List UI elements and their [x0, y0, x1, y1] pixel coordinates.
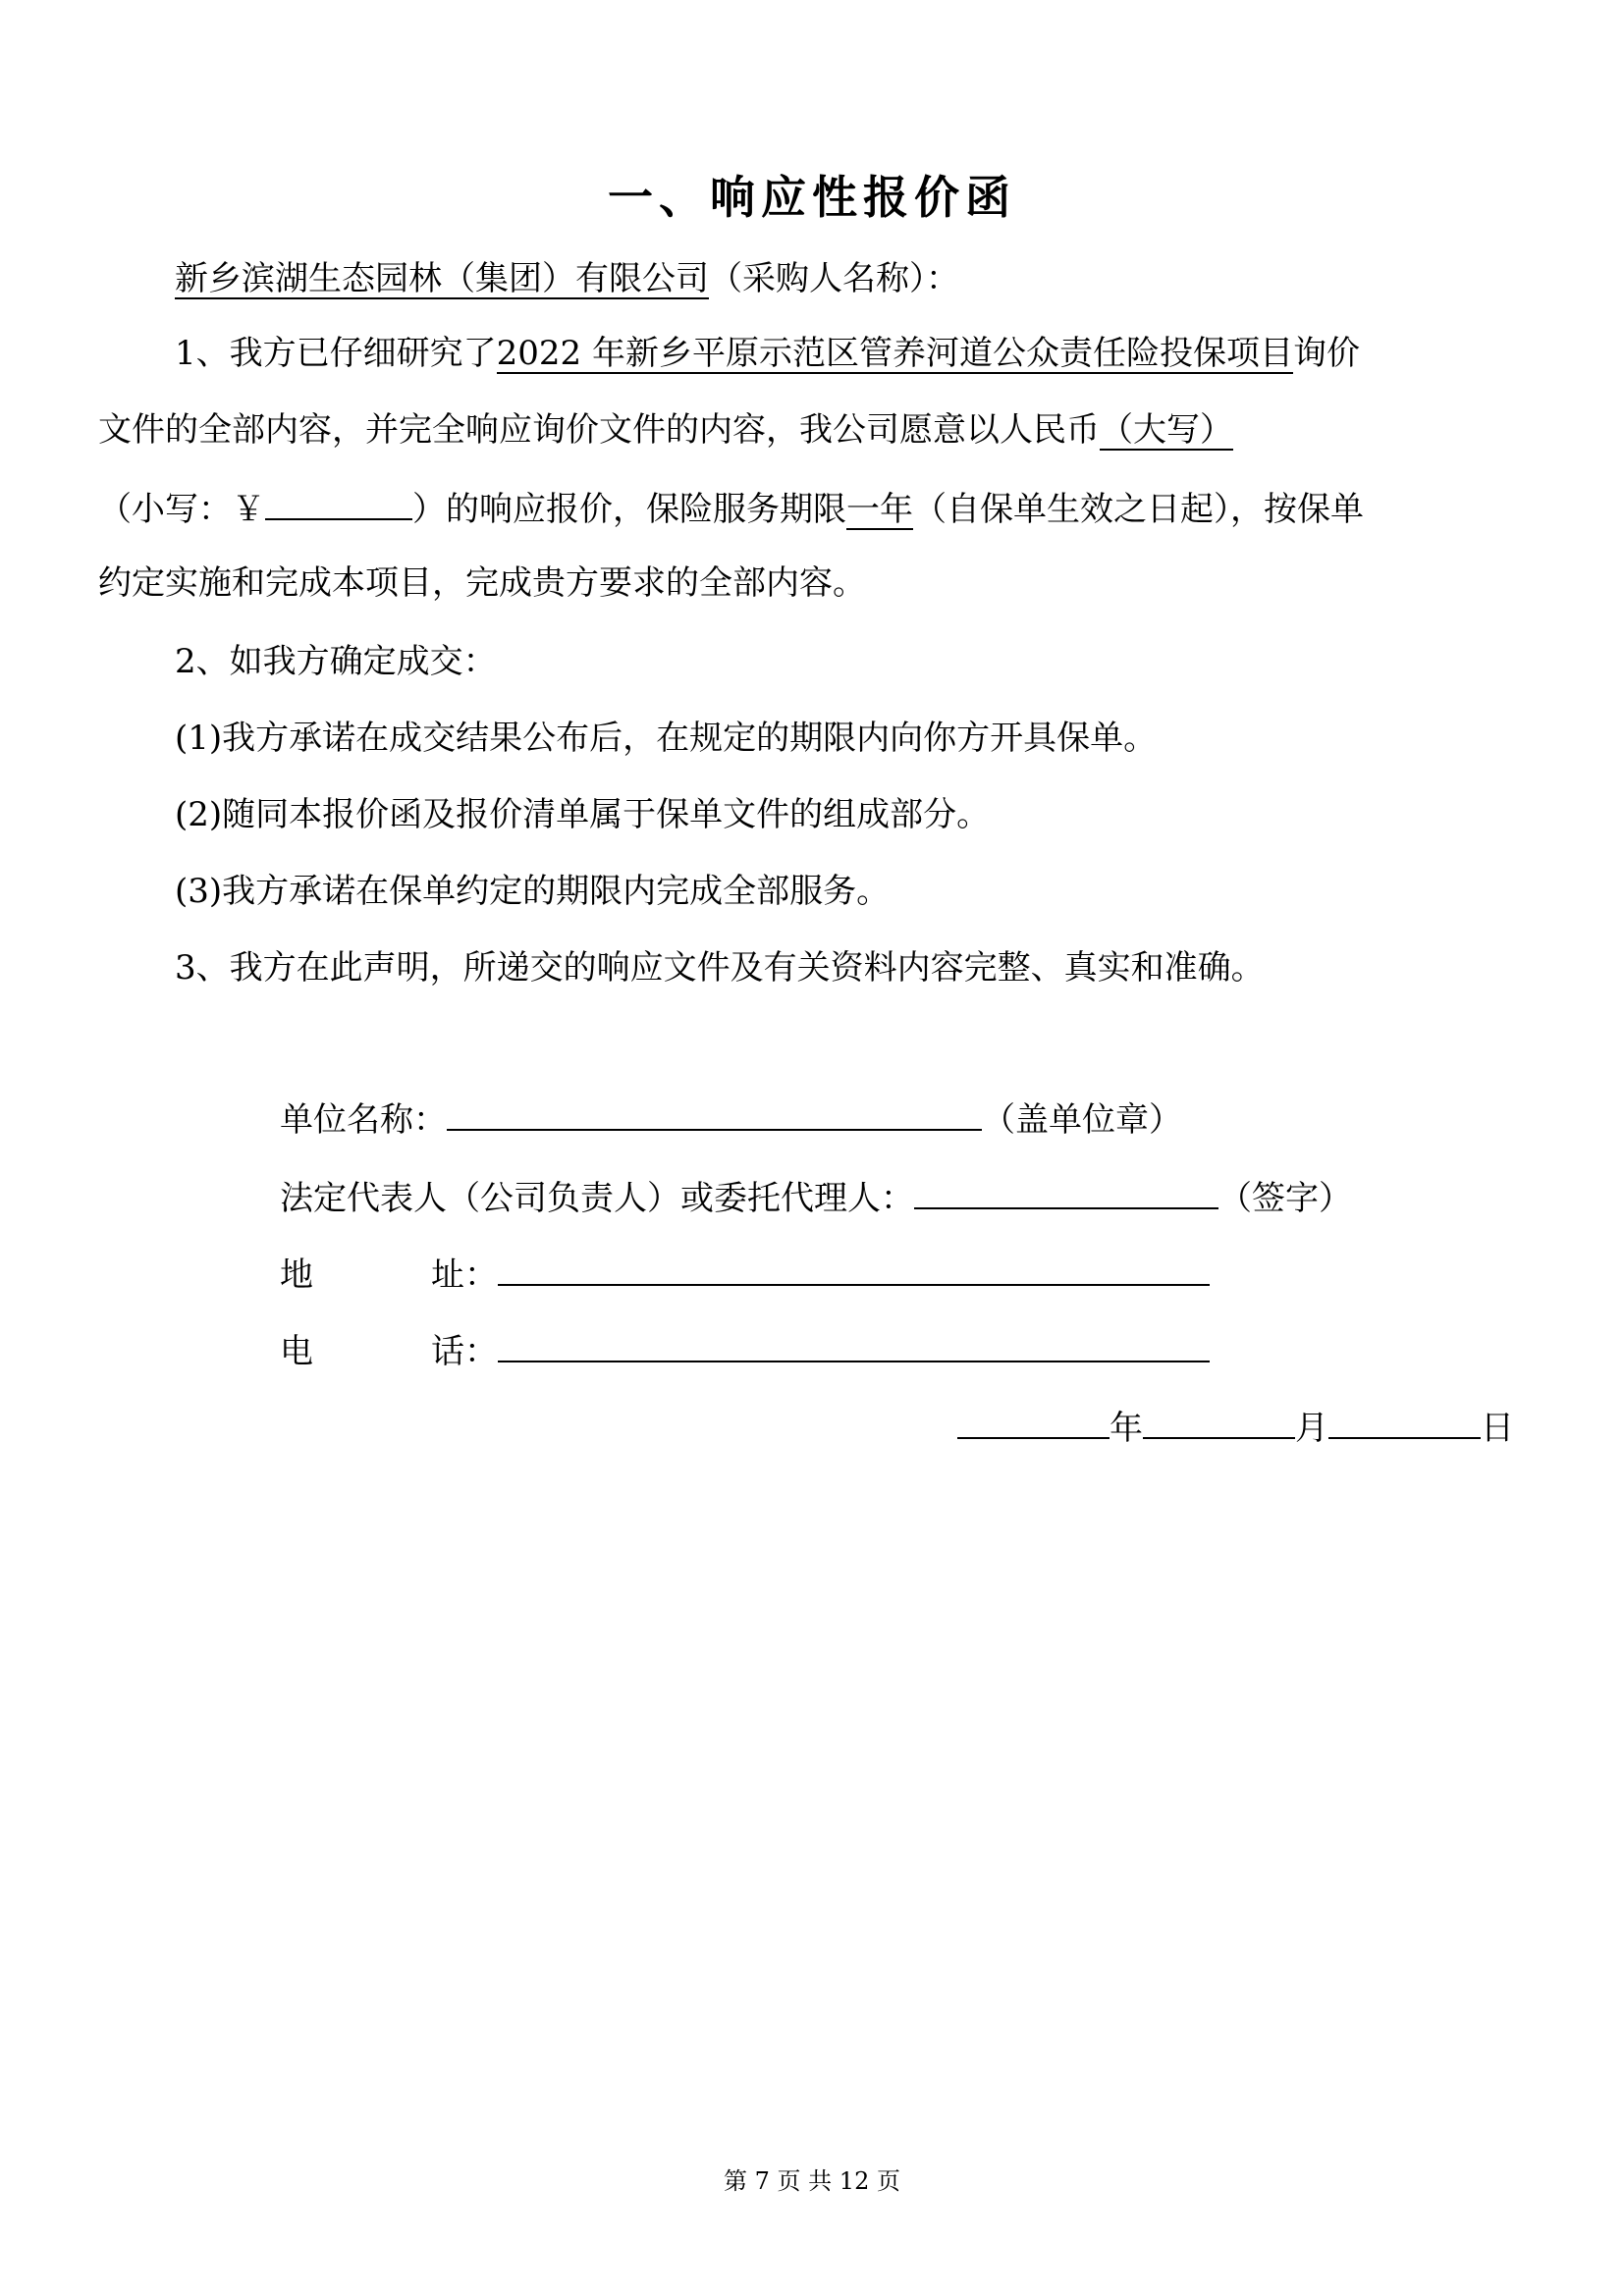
uppercase-amount: （大写） — [1100, 410, 1233, 450]
day-blank[interactable] — [1328, 1404, 1481, 1439]
para3: 3、我方在此声明，所递交的响应文件及有关资料内容完整、真实和准确。 — [175, 948, 1265, 988]
phone-blank[interactable] — [498, 1327, 1210, 1362]
unit-name-blank[interactable] — [447, 1095, 982, 1131]
year-label: 年 — [1110, 1409, 1143, 1448]
term-detail: （自保单生效之日起），按保单 — [913, 490, 1364, 529]
address-label-1: 地 — [280, 1255, 313, 1295]
para1-after-project: 询价 — [1292, 334, 1360, 373]
signature-note: （签字） — [1218, 1179, 1352, 1218]
para1-line3-text: ）的响应报价，保险服务期限 — [412, 490, 846, 529]
month-blank[interactable] — [1143, 1404, 1295, 1439]
representative-blank[interactable] — [914, 1174, 1218, 1209]
address-row — [280, 1251, 1210, 1297]
lowercase-amount-blank[interactable] — [265, 485, 412, 520]
para2-heading: 2、如我方确定成交： — [175, 642, 497, 681]
phone-row — [280, 1327, 1210, 1373]
year-blank[interactable] — [957, 1404, 1110, 1439]
para2-item: (2)随同本报价函及报价清单属于保单文件的组成部分。 — [175, 795, 991, 834]
phone-label-2: 话： — [431, 1332, 498, 1371]
para1-line2 — [98, 408, 1532, 452]
para1-line1 — [175, 332, 1608, 375]
page-footer: 第 7 页 共 12 页 — [724, 2167, 900, 2195]
representative-label: 法定代表人（公司负责人）或委托代理人： — [280, 1179, 914, 1218]
unit-name-row — [280, 1095, 1182, 1142]
representative-row — [280, 1174, 1352, 1220]
para2-item: (1)我方承诺在成交结果公布后，在规定的期限内向你方开具保单。 — [175, 719, 1158, 758]
para1-line2-text: 文件的全部内容，并完全响应询价文件的内容，我公司愿意以人民币 — [98, 410, 1100, 450]
para1-line4: 约定实施和完成本项目，完成贵方要求的全部内容。 — [98, 563, 866, 603]
purchaser-name: 新乡滨湖生态园林（集团）有限公司 — [175, 259, 709, 298]
address-label-2: 址： — [431, 1255, 498, 1295]
para1-line3 — [98, 485, 1532, 531]
salutation-suffix: （采购人名称）： — [709, 259, 959, 298]
phone-label-1: 电 — [280, 1332, 313, 1371]
unit-seal-note: （盖单位章） — [982, 1100, 1182, 1140]
salutation — [175, 257, 1608, 300]
para2-item: (3)我方承诺在保单约定的期限内完成全部服务。 — [175, 872, 891, 911]
lowercase-label: （小写：￥ — [98, 490, 265, 529]
month-label: 月 — [1295, 1409, 1328, 1448]
unit-name-label: 单位名称： — [280, 1100, 447, 1140]
project-name: 2022 年新乡平原示范区管养河道公众责任险投保项目 — [496, 334, 1293, 373]
para1-prefix: 1、我方已仔细研究了 — [175, 334, 497, 373]
date-row — [957, 1404, 1514, 1450]
address-blank[interactable] — [498, 1251, 1210, 1286]
page-title: 一、响应性报价函 — [608, 171, 1016, 224]
day-label: 日 — [1481, 1409, 1514, 1448]
service-term: 一年 — [846, 490, 913, 529]
